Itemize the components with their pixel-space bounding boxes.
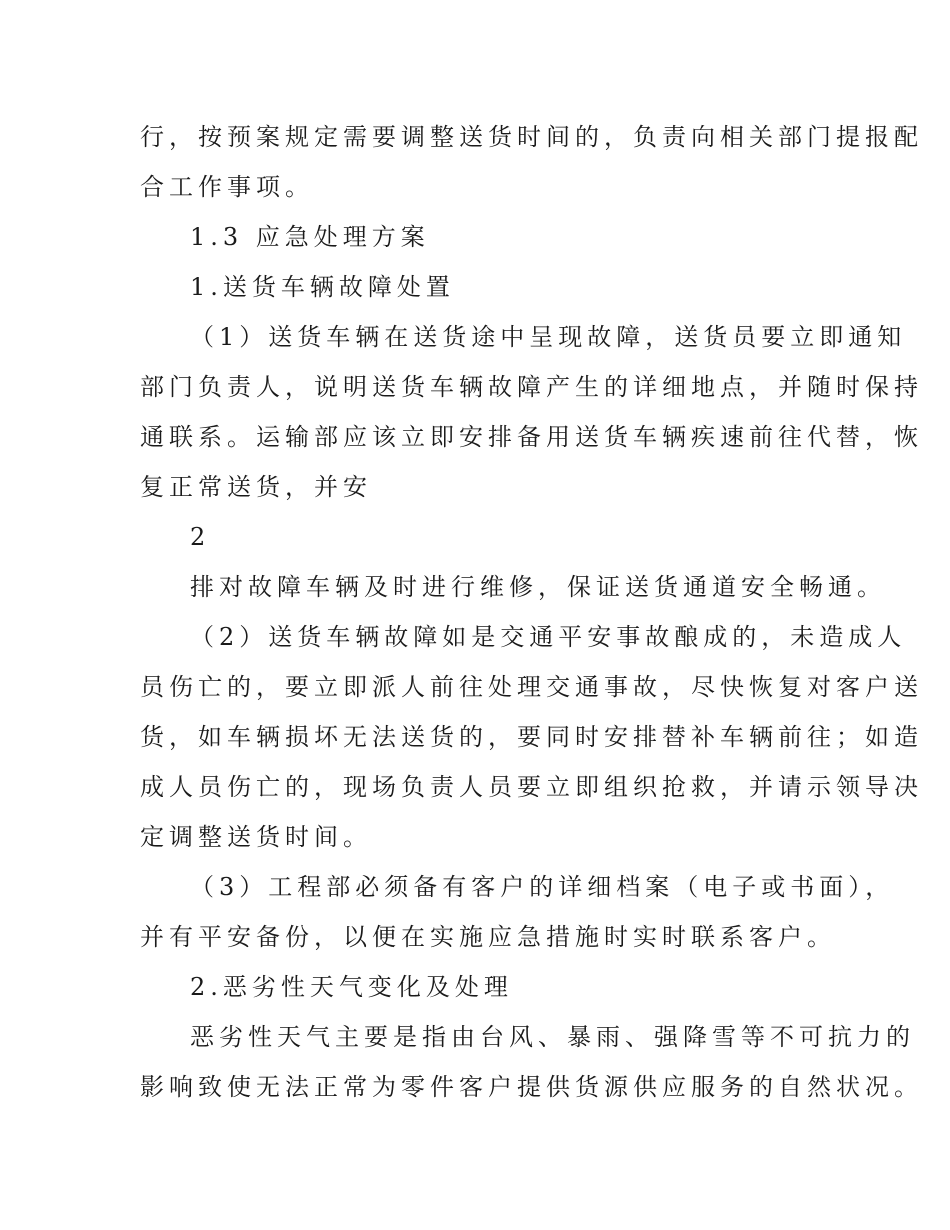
text-line: 并有平安备份，以便在实施应急措施时实时联系客户。 — [140, 923, 836, 951]
text-line: （1）送货车辆在送货途中呈现故障，送货员要立即通知 — [190, 323, 907, 351]
text-line: 部门负责人，说明送货车辆故障产生的详细地点，并随时保持 — [140, 373, 923, 401]
page-number: 2 — [190, 523, 211, 551]
subsection-heading: 2.恶劣性天气变化及处理 — [190, 973, 513, 1001]
subsection-heading: 1.送货车辆故障处置 — [190, 273, 455, 301]
text-line: 恶劣性天气主要是指由台风、暴雨、强降雪等不可抗力的 — [190, 1023, 915, 1051]
text-line: 排对故障车辆及时进行维修，保证送货通道安全畅通。 — [190, 573, 886, 601]
text-line: 行，按预案规定需要调整送货时间的，负责向相关部门提报配 — [140, 123, 923, 151]
text-line: （3）工程部必须备有客户的详细档案（电子或书面）， — [190, 873, 895, 901]
text-line: 员伤亡的，要立即派人前往处理交通事故，尽快恢复对客户送 — [140, 673, 923, 701]
text-line: 合工作事项。 — [140, 173, 314, 201]
text-line: 成人员伤亡的，现场负责人员要立即组织抢救，并请示领导决 — [140, 773, 923, 801]
text-line: 定调整送货时间。 — [140, 823, 372, 851]
section-heading: 1.3 应急处理方案 — [190, 223, 430, 251]
text-line: （2）送货车辆故障如是交通平安事故酿成的，未造成人 — [190, 623, 907, 651]
text-line: 货，如车辆损坏无法送货的，要同时安排替补车辆前往；如造 — [140, 723, 923, 751]
text-line: 影响致使无法正常为零件客户提供货源供应服务的自然状况。 — [140, 1073, 923, 1101]
text-line: 通联系。运输部应该立即安排备用送货车辆疾速前往代替，恢 — [140, 423, 923, 451]
text-line: 复正常送货，并安 — [140, 473, 372, 501]
